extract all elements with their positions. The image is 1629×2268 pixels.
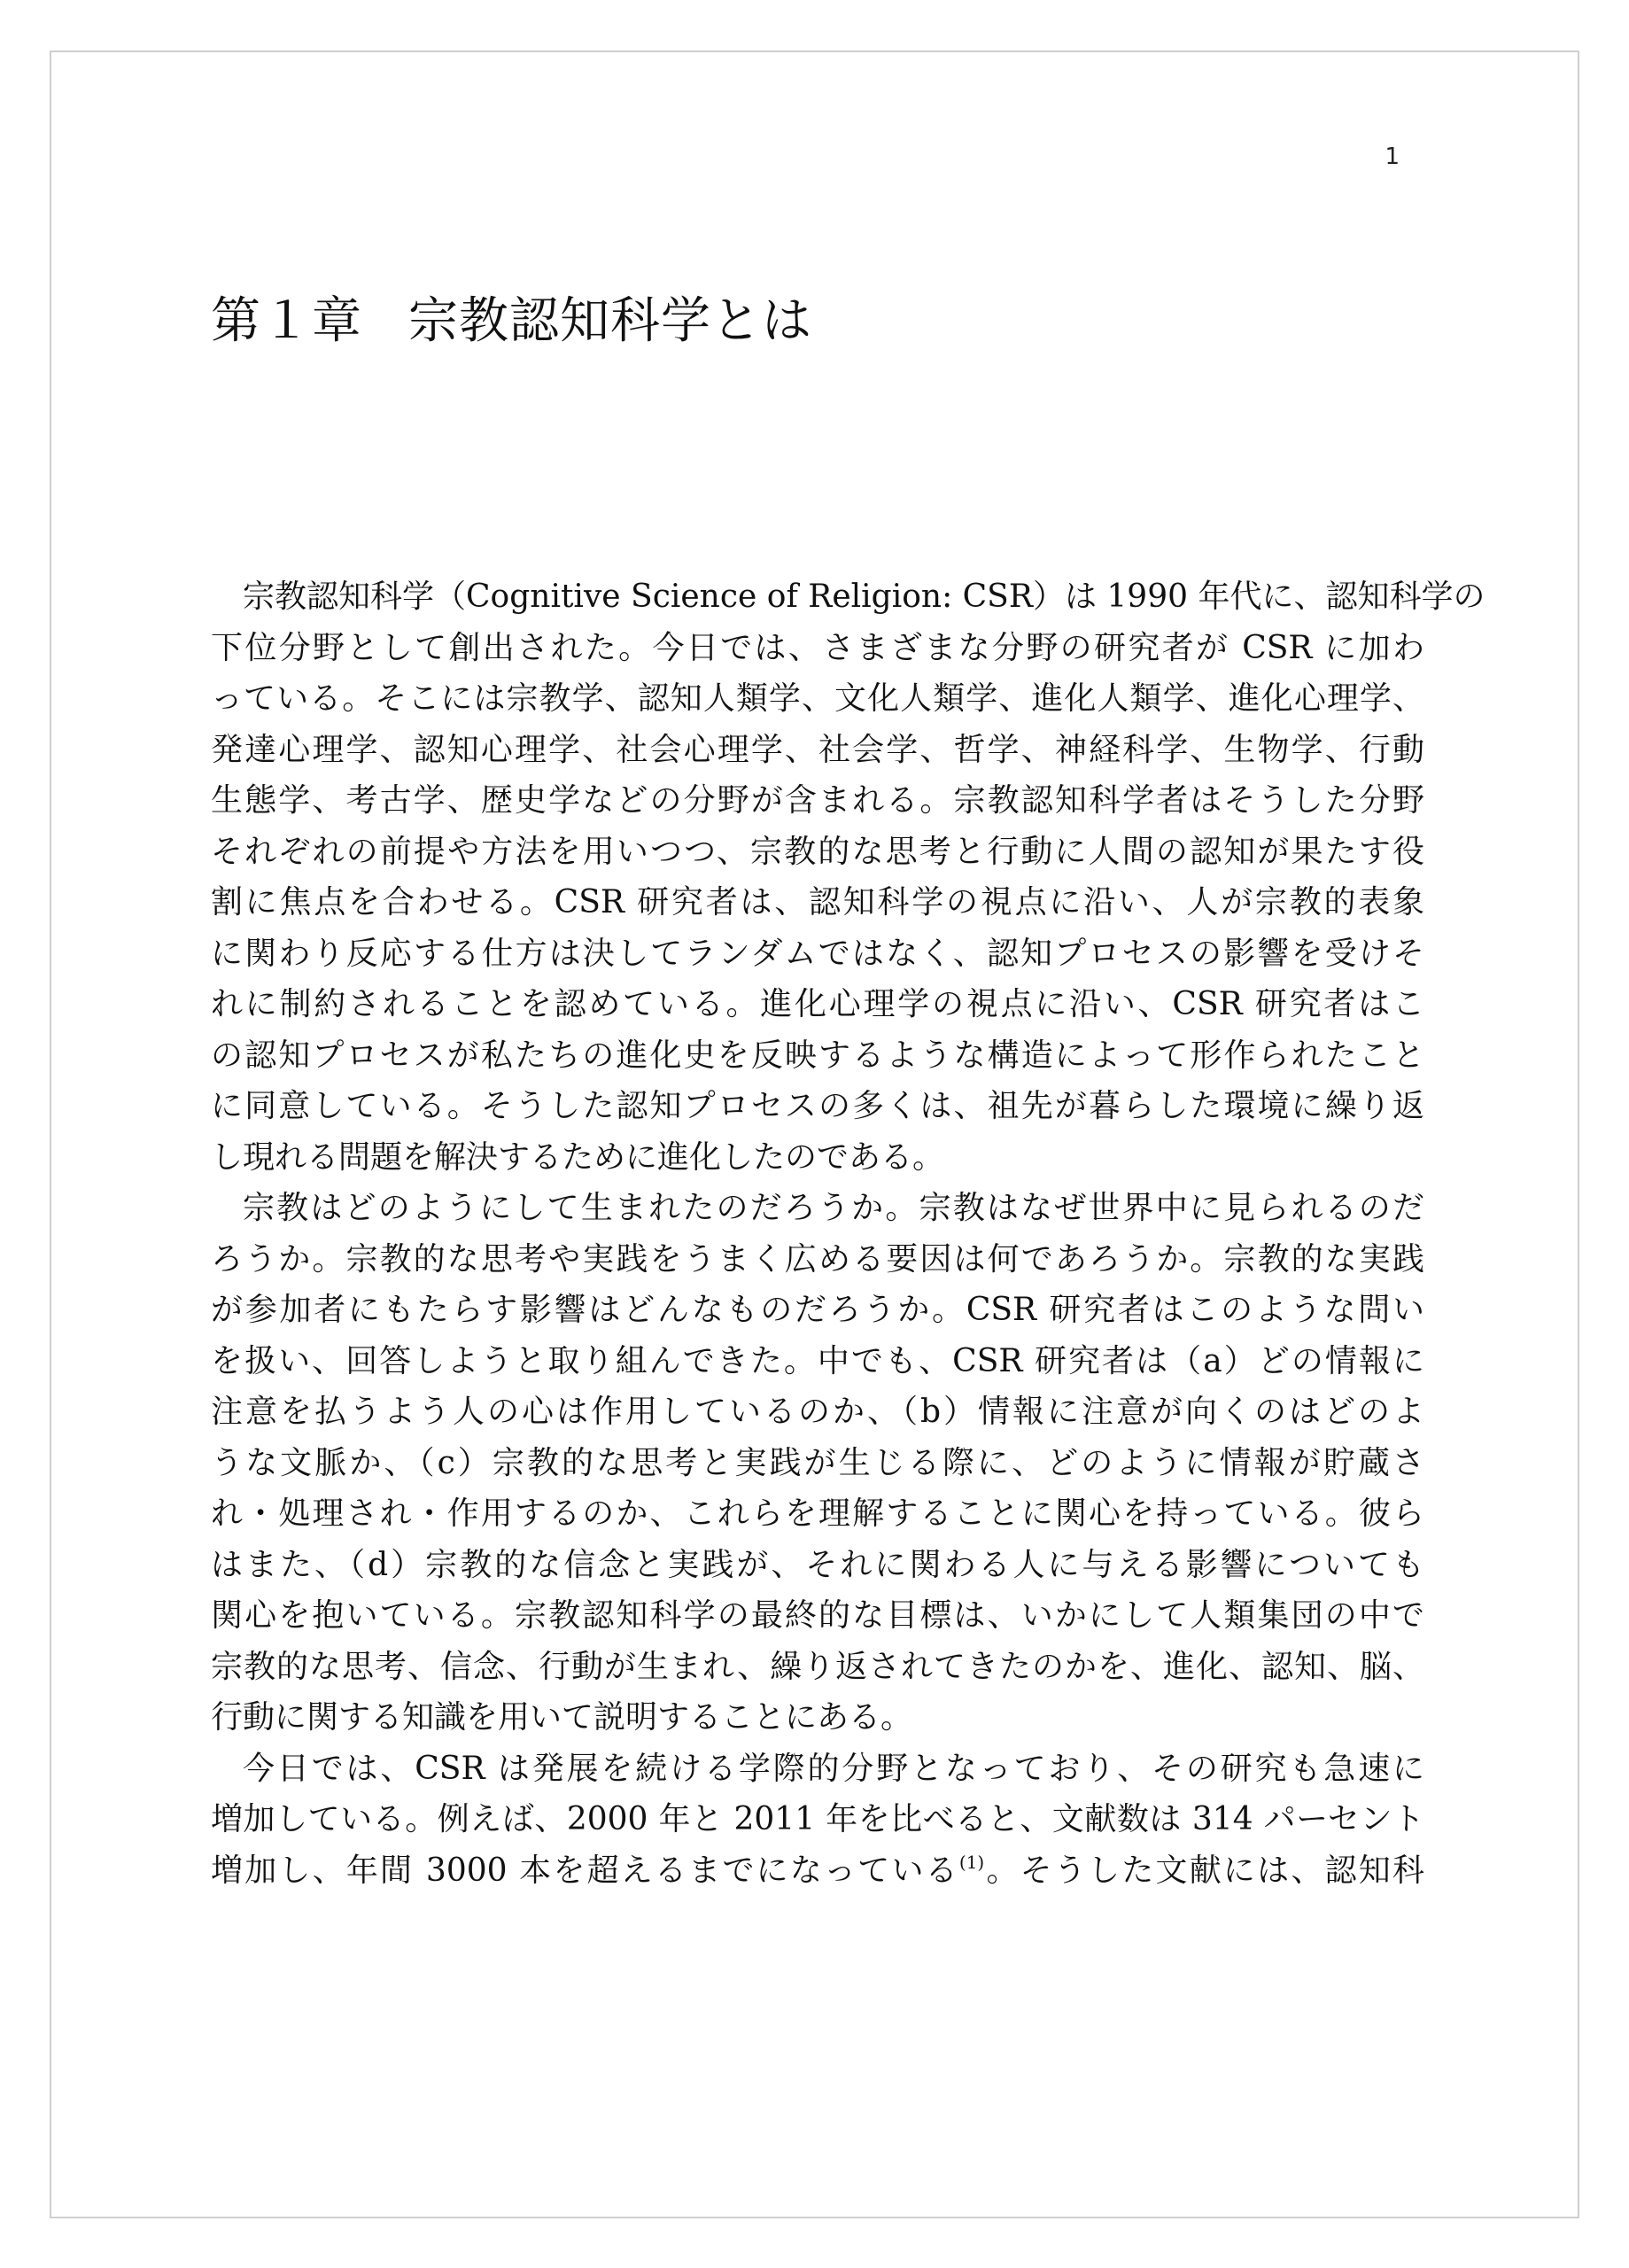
text-line: を扱い、回答しようと取り組んできた。中でも、CSR 研究者は（a）どの情報に	[211, 1342, 1424, 1379]
text-line: に関わり反応する仕方は決してランダムではなく、認知プロセスの影響を受けそ	[211, 935, 1424, 972]
text-line: それぞれの前提や方法を用いつつ、宗教的な思考と行動に人間の認知が果たす役	[211, 833, 1424, 870]
text-segment: 。そうした文献には、認知科	[984, 1852, 1424, 1889]
body-text	[211, 571, 1485, 1896]
text-line: 関心を抱いている。宗教認知科学の最終的な目標は、いかにして人類集団の中で	[211, 1597, 1424, 1634]
text-line: 行動に関する知識を用いて説明することにある。	[211, 1699, 913, 1736]
text-line: 注意を払うよう人の心は作用しているのか、（b）情報に注意が向くのはどのよ	[211, 1394, 1424, 1430]
text-line: うな文脈か、（c）宗教的な思考と実践が生じる際に、どのように情報が貯蔵さ	[211, 1444, 1424, 1481]
text-line: はまた、（d）宗教的な信念と実践が、それに関わる人に与える影響についても	[211, 1546, 1424, 1583]
text-line: 下位分野として創出された。今日では、さまざまな分野の研究者が CSR に加わ	[211, 629, 1424, 666]
text-line: っている。そこには宗教学、認知人類学、文化人類学、進化人類学、進化心理学、	[211, 680, 1424, 717]
text-line: 生態学、考古学、歴史学などの分野が含まれる。宗教認知科学者はそうした分野	[211, 782, 1424, 819]
text-line: 今日では、CSR は発展を続ける学際的分野となっており、その研究も急速に	[243, 1750, 1424, 1787]
text-segment: 増加し、年間 3000 本を超えるまでになっている	[211, 1852, 959, 1889]
text-line: 割に焦点を合わせる。CSR 研究者は、認知科学の視点に沿い、人が宗教的表象	[211, 884, 1424, 920]
text-line: が参加者にもたらす影響はどんなものだろうか。CSR 研究者はこのような問い	[211, 1292, 1424, 1328]
text-line: 増加している。例えば、2000 年と 2011 年を比べると、文献数は 314 パーセント	[211, 1801, 1424, 1837]
chapter-title	[211, 282, 812, 353]
text-line: れ・処理され・作用するのか、これらを理解することに関心を持っている。彼ら	[211, 1495, 1424, 1532]
footnote-reference[interactable]: (1)	[958, 1851, 985, 1873]
chapter-number: 第１章	[211, 292, 362, 350]
chapter-name: 宗教認知科学とは	[408, 292, 812, 350]
text-line: 宗教はどのようにして生まれたのだろうか。宗教はなぜ世界中に見られるのだ	[243, 1190, 1424, 1226]
text-line: 宗教認知科学（Cognitive Science of Religion: CSR）は 1990 年代に、認知科学の	[243, 579, 1485, 615]
text-line: 宗教的な思考、信念、行動が生まれ、繰り返されてきたのかを、進化、認知、脳、	[211, 1648, 1424, 1685]
text-line: の認知プロセスが私たちの進化史を反映するような構造によって形作られたこと	[211, 1037, 1424, 1074]
page-number: 1	[1385, 144, 1400, 170]
text-line: し現れる問題を解決するために進化したのである。	[211, 1138, 945, 1176]
text-line: に同意している。そうした認知プロセスの多くは、祖先が暮らした環境に繰り返	[211, 1088, 1424, 1124]
text-line: ろうか。宗教的な思考や実践をうまく広める要因は何であろうか。宗教的な実践	[211, 1240, 1424, 1278]
text-line: 発達心理学、認知心理学、社会心理学、社会学、哲学、神経科学、生物学、行動	[211, 731, 1424, 768]
text-line-with-footnote	[211, 1845, 1424, 1897]
text-line: れに制約されることを認めている。進化心理学の視点に沿い、CSR 研究者はこ	[211, 986, 1424, 1022]
